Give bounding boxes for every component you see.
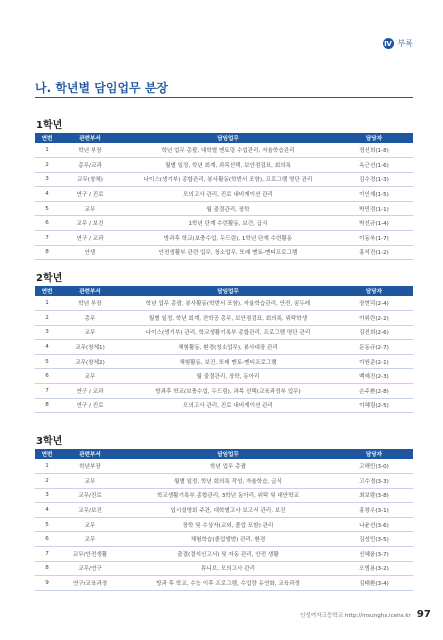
header-person: 담당자 xyxy=(335,286,413,296)
table-row xyxy=(35,158,413,173)
table-row xyxy=(35,143,413,158)
row-person: 김수정(1-3) xyxy=(335,172,413,187)
row-number: 9 xyxy=(35,576,59,591)
table-row xyxy=(35,488,413,503)
table-header-row xyxy=(35,449,413,459)
row-person: 김성민(3-5) xyxy=(335,532,413,547)
table-row xyxy=(35,561,413,576)
row-department: 교무(창체1) xyxy=(59,340,121,355)
table-row xyxy=(35,296,413,311)
grade3-title: 3학년 xyxy=(36,436,63,447)
table-row xyxy=(35,503,413,518)
grade1-table xyxy=(35,133,413,260)
row-person: 이동욱(1-7) xyxy=(335,231,413,246)
table-row xyxy=(35,172,413,187)
chapter-numeral-icon: Ⅳ xyxy=(384,39,392,48)
row-duty: 학교생활기록부 종합관리, 3학년 동아리, 위탁 및 대안학교 xyxy=(121,488,335,503)
header-duty: 담임업무 xyxy=(121,133,335,143)
row-number: 4 xyxy=(35,340,59,355)
row-department: 교무 xyxy=(59,325,121,340)
table-row xyxy=(35,340,413,355)
row-number: 8 xyxy=(35,398,59,413)
row-duty: 월별 일정, 학년 회의록 작성, 자율학습, 급식 xyxy=(121,474,335,489)
row-number: 6 xyxy=(35,369,59,384)
row-department: 연구 / 교과 xyxy=(59,231,121,246)
row-department: 학년부장 xyxy=(59,459,121,474)
row-duty: 안전생활부 관련 업무, 청소업무, 또래 멘토-멘티프로그램 xyxy=(121,245,335,260)
row-duty: 1학년 단계 수련활동, 보건, 급식 xyxy=(121,216,335,231)
row-person: 박민정(1-1) xyxy=(335,201,413,216)
row-number: 1 xyxy=(35,296,59,311)
row-duty: 입시설명회 주관, 대학별고사 보고서 관리, 보건 xyxy=(121,503,335,518)
row-number: 7 xyxy=(35,231,59,246)
row-duty: 출결(결석신고서) 및 자동 관리, 안전 생활 xyxy=(121,547,335,562)
row-person: 오범용(3-2) xyxy=(335,561,413,576)
row-person: 고수경(3-3) xyxy=(335,474,413,489)
header-no: 연번 xyxy=(35,133,59,143)
table-row xyxy=(35,459,413,474)
row-department: 교무 xyxy=(59,517,121,532)
row-department: 교무 xyxy=(59,474,121,489)
row-person: 나윤선(3-6) xyxy=(335,517,413,532)
grade1-title: 1학년 xyxy=(36,120,63,131)
row-number: 5 xyxy=(35,201,59,216)
row-person: 신혜윤(3-7) xyxy=(335,547,413,562)
header-person: 담당자 xyxy=(335,133,413,143)
row-number: 4 xyxy=(35,187,59,202)
table-row xyxy=(35,576,413,591)
row-duty: 체험활동, 보건, 또래 멘토-멘티프로그램 xyxy=(121,354,335,369)
row-duty: 체험활동, 환경(청소업무), 봉사대장 관리 xyxy=(121,340,335,355)
row-person: 김태환(3-4) xyxy=(335,576,413,591)
row-duty: 장학 및 수상자(교외, 졸업 포함) 관리 xyxy=(121,517,335,532)
row-duty: 방과후 학교(보충수업, 두드림), 1학년 단계 수련활동 xyxy=(121,231,335,246)
row-duty: 모의고사 관리, 진로 내비게이션 관리 xyxy=(121,187,335,202)
row-duty: 나이스(생기부) 종합관리, 봉사활동(학번서 포함), 프로그램 명단 관리 xyxy=(121,172,335,187)
section-title: 나. 학년별 담임업무 분장 xyxy=(35,81,169,95)
row-department: 교무(창체) xyxy=(59,172,121,187)
row-person: 박선규(1-4) xyxy=(335,216,413,231)
row-duty: 월 출결관리, 장학 xyxy=(121,201,335,216)
row-department: 교무 xyxy=(59,369,121,384)
table-header-row xyxy=(35,133,413,143)
row-department: 교무/연구 xyxy=(59,561,121,576)
row-department: 교무 xyxy=(59,532,121,547)
row-person: 문동규(2-7) xyxy=(335,340,413,355)
row-number: 1 xyxy=(35,459,59,474)
row-duty: 나이스(생기부) 관리, 학교생활기록부 종합관리, 프로그램 명단 관리 xyxy=(121,325,335,340)
row-number: 2 xyxy=(35,474,59,489)
row-department: 교무/진로 xyxy=(59,488,121,503)
row-number: 1 xyxy=(35,143,59,158)
page-number: 97 xyxy=(416,609,431,620)
row-duty: 학년 업무 총괄, 봉사활동(학번서 포함), 자율학습관리, 안전, 꿈두레 xyxy=(121,296,335,311)
row-number: 4 xyxy=(35,503,59,518)
row-department: 총무 xyxy=(59,311,121,326)
row-department: 교무/보건 xyxy=(59,503,121,518)
row-number: 3 xyxy=(35,325,59,340)
row-number: 2 xyxy=(35,158,59,173)
row-department: 총무/교과 xyxy=(59,158,121,173)
table-row xyxy=(35,384,413,399)
table-row xyxy=(35,216,413,231)
row-duty: 학년 업무 총괄 xyxy=(121,459,335,474)
row-department: 연구/교육과정 xyxy=(59,576,121,591)
row-number: 5 xyxy=(35,517,59,532)
header-no: 연번 xyxy=(35,449,59,459)
table-row xyxy=(35,398,413,413)
row-number: 7 xyxy=(35,547,59,562)
row-person: 손주환(2-8) xyxy=(335,384,413,399)
table-row xyxy=(35,245,413,260)
header-dept: 관련부서 xyxy=(59,286,121,296)
row-person: 장현덕(2-4) xyxy=(335,296,413,311)
row-department: 교무 / 보건 xyxy=(59,216,121,231)
row-department: 연구 / 진로 xyxy=(59,187,121,202)
header-no: 연번 xyxy=(35,286,59,296)
row-number: 8 xyxy=(35,561,59,576)
row-department: 연구 / 교과 xyxy=(59,384,121,399)
row-duty: 체험학습(졸업앨범) 관리, 환경 xyxy=(121,532,335,547)
row-person: 홍창우(3-1) xyxy=(335,503,413,518)
row-duty: 학년 업무 총괄, 대학별 멘토링 수업관리, 자율학습관리 xyxy=(121,143,335,158)
header-duty: 담임업무 xyxy=(121,286,335,296)
row-person: 백예진(2-3) xyxy=(335,369,413,384)
table-row xyxy=(35,517,413,532)
table-row xyxy=(35,354,413,369)
table-header-row xyxy=(35,286,413,296)
row-duty: 월별 일정, 학년 회계, 과목선택, 보안점검표, 회의록 xyxy=(121,158,335,173)
row-duty: 월 출결관리, 장학, 동아리 xyxy=(121,369,335,384)
row-department: 학년 부장 xyxy=(59,143,121,158)
row-number: 3 xyxy=(35,488,59,503)
school-url: 인성여자고등학교 http://insunghs.icehs.kr xyxy=(300,613,411,619)
grade2-title: 2학년 xyxy=(36,273,63,284)
row-person: 이위란(2-2) xyxy=(335,311,413,326)
row-department: 교무 xyxy=(59,201,121,216)
row-duty: 월별 일정, 학년 회계, 전학공 총무, 보안점검표, 회의록, 위탁학생 xyxy=(121,311,335,326)
grade2-table xyxy=(35,286,413,413)
row-department: 안생 xyxy=(59,245,121,260)
row-person: 홍석진(1-2) xyxy=(335,245,413,260)
table-row xyxy=(35,369,413,384)
header-dept: 관련부서 xyxy=(59,449,121,459)
table-row xyxy=(35,311,413,326)
row-number: 7 xyxy=(35,384,59,399)
row-person: 이원준(2-1) xyxy=(335,354,413,369)
appendix-badge xyxy=(383,38,413,49)
table-row xyxy=(35,201,413,216)
row-number: 2 xyxy=(35,311,59,326)
row-duty: 모의고사 관리, 진로 내비게이션 관리 xyxy=(121,398,335,413)
row-person: 이인재(1-5) xyxy=(335,187,413,202)
grade3-table xyxy=(35,449,413,591)
row-person: 고해민(3-0) xyxy=(335,459,413,474)
row-duty: 방과후 학교(보충수업, 두드림), 과목 선택(교육과정부 업무) xyxy=(121,384,335,399)
header-dept: 관련부서 xyxy=(59,133,121,143)
header-duty: 담임업무 xyxy=(121,449,335,459)
row-person: 옥근선(1-6) xyxy=(335,158,413,173)
row-number: 3 xyxy=(35,172,59,187)
row-duty: 튜니브, 모의고사 관리 xyxy=(121,561,335,576)
table-row xyxy=(35,532,413,547)
row-department: 학년 부장 xyxy=(59,296,121,311)
row-number: 8 xyxy=(35,245,59,260)
row-number: 6 xyxy=(35,532,59,547)
row-department: 연구 / 진로 xyxy=(59,398,121,413)
appendix-label: 부록 xyxy=(397,39,413,48)
header-person: 담당자 xyxy=(335,449,413,459)
row-person: 최보람(3-8) xyxy=(335,488,413,503)
row-person: 이혜림(2-5) xyxy=(335,398,413,413)
table-row xyxy=(35,547,413,562)
row-department: 교무(창체2) xyxy=(59,354,121,369)
page-footer xyxy=(300,609,431,620)
table-row xyxy=(35,474,413,489)
table-row xyxy=(35,325,413,340)
table-row xyxy=(35,231,413,246)
row-person: 정신희(1-8) xyxy=(335,143,413,158)
row-department: 교무/안전생활 xyxy=(59,547,121,562)
row-number: 5 xyxy=(35,354,59,369)
table-row xyxy=(35,187,413,202)
row-duty: 방과 후 학교, 수능 이후 프로그램, 수업량 유연화, 교육과정 xyxy=(121,576,335,591)
row-number: 6 xyxy=(35,216,59,231)
row-person: 김진희(2-6) xyxy=(335,325,413,340)
title-divider xyxy=(35,97,413,98)
